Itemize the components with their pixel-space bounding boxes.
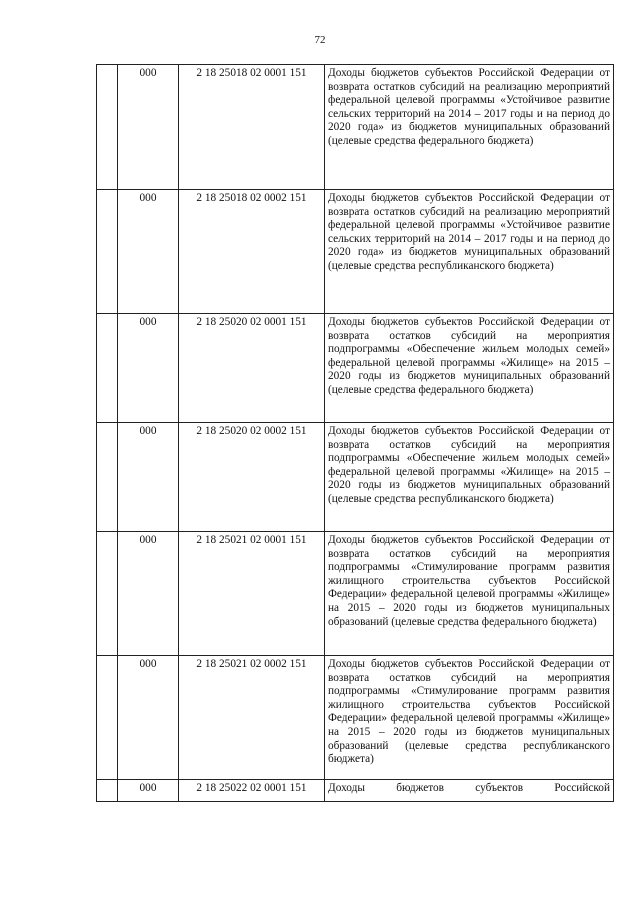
description-cell: Доходы бюджетов субъектов Российской Федерации от возврата остатков субсидий на мероприятия подпрограммы «Стимулирование программ развития жилищного строительства субъектов Российской Федерации» федеральной целевой программы «Жилище» на 2015 – 2020 годы из бюджетов муниципальных образований (целевые средства республиканского бюджета) — [325, 656, 614, 780]
blank-cell — [97, 65, 118, 190]
admin-code-cell: 000 — [118, 65, 179, 190]
table-row — [97, 65, 614, 190]
table-row — [97, 190, 614, 314]
budget-code-cell: 2 18 25021 02 0001 151 — [179, 532, 325, 656]
budget-code-cell: 2 18 25021 02 0002 151 — [179, 656, 325, 780]
description-cell: Доходы бюджетов субъектов Российской — [325, 780, 614, 802]
table-row — [97, 423, 614, 532]
admin-code-cell: 000 — [118, 314, 179, 423]
budget-code-cell: 2 18 25022 02 0001 151 — [179, 780, 325, 802]
admin-code-cell: 000 — [118, 190, 179, 314]
page-number: 72 — [314, 34, 326, 46]
budget-code-cell: 2 18 25020 02 0002 151 — [179, 423, 325, 532]
budget-code-cell: 2 18 25018 02 0001 151 — [179, 65, 325, 190]
blank-cell — [97, 532, 118, 656]
budget-classification-table — [96, 64, 614, 802]
admin-code-cell: 000 — [118, 532, 179, 656]
blank-cell — [97, 423, 118, 532]
budget-code-cell: 2 18 25020 02 0001 151 — [179, 314, 325, 423]
table-row — [97, 314, 614, 423]
table-row — [97, 532, 614, 656]
blank-cell — [97, 780, 118, 802]
description-cell: Доходы бюджетов субъектов Российской Федерации от возврата остатков субсидий на мероприятия подпрограммы «Обеспечение жильем молодых семей» федеральной целевой программы «Жилище» на 2015 – 2020 годы из бюджетов муниципальных образований (целевые средства республиканского бюджета) — [325, 423, 614, 532]
description-cell: Доходы бюджетов субъектов Российской Федерации от возврата остатков субсидий на мероприятия подпрограммы «Обеспечение жильем молодых семей» федеральной целевой программы «Жилище» на 2015 – 2020 годы из бюджетов муниципальных образований (целевые средства федерального бюджета) — [325, 314, 614, 423]
admin-code-cell: 000 — [118, 423, 179, 532]
blank-cell — [97, 656, 118, 780]
table-row — [97, 656, 614, 780]
table-row — [97, 780, 614, 802]
description-cell: Доходы бюджетов субъектов Российской Федерации от возврата остатков субсидий на реализацию мероприятий федеральной целевой программы «Устойчивое развитие сельских территорий на 2014 – 2017 годы и на период до 2020 года» из бюджетов муниципальных образований (целевые средства республиканского бюджета) — [325, 190, 614, 314]
blank-cell — [97, 314, 118, 423]
admin-code-cell: 000 — [118, 656, 179, 780]
admin-code-cell: 000 — [118, 780, 179, 802]
budget-code-cell: 2 18 25018 02 0002 151 — [179, 190, 325, 314]
description-cell: Доходы бюджетов субъектов Российской Федерации от возврата остатков субсидий на мероприятия подпрограммы «Стимулирование программ развития жилищного строительства субъектов Российской Федерации» федеральной целевой программы «Жилище» на 2015 – 2020 годы из бюджетов муниципальных образований (целевые средства федерального бюджета) — [325, 532, 614, 656]
blank-cell — [97, 190, 118, 314]
description-cell: Доходы бюджетов субъектов Российской Федерации от возврата остатков субсидий на реализацию мероприятий федеральной целевой программы «Устойчивое развитие сельских территорий на 2014 – 2017 годы и на период до 2020 года» из бюджетов муниципальных образований (целевые средства федерального бюджета) — [325, 65, 614, 190]
